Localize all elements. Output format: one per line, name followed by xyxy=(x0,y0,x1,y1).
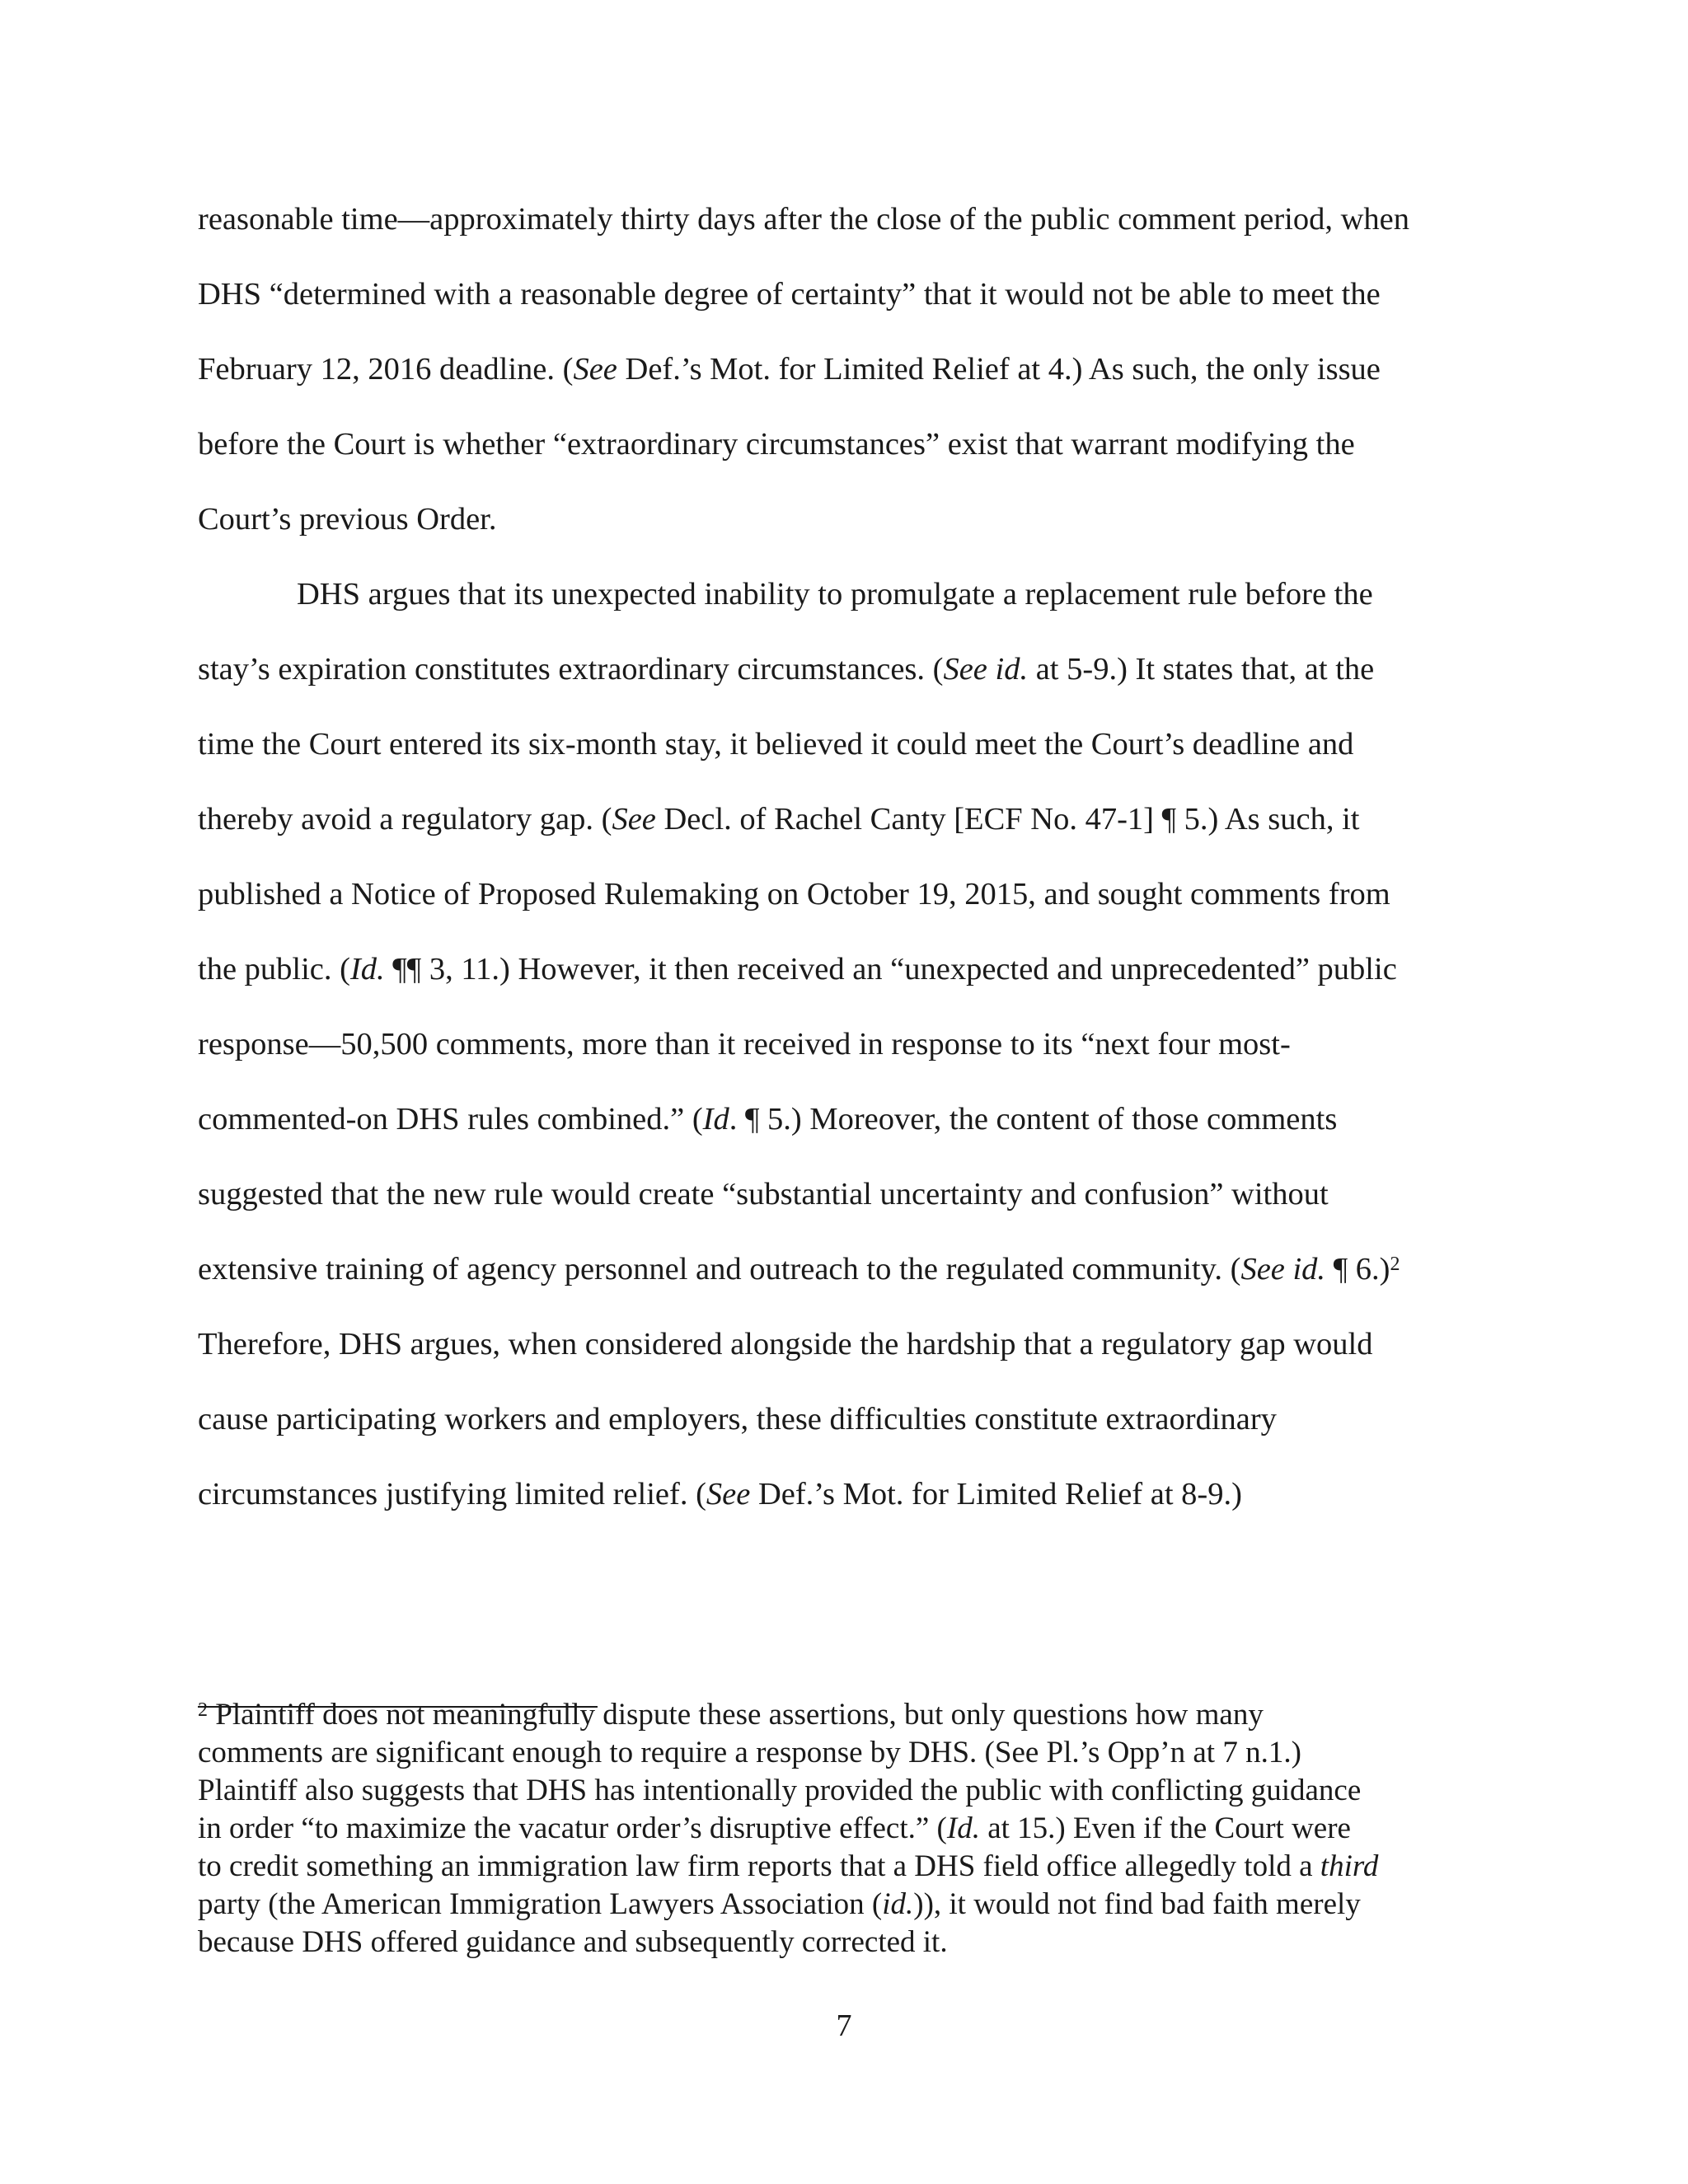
body-line: published a Notice of Proposed Rulemaking on October 19, 2015, and sought comments from xyxy=(198,877,1390,912)
footnote-line: to credit something an immigration law firm reports that a DHS field office allegedly told a third xyxy=(198,1849,1379,1883)
body-line: February 12, 2016 deadline. (See Def.’s Mot. for Limited Relief at 4.) As such, the only issue xyxy=(198,352,1381,387)
footnote-line: party (the American Immigration Lawyers Association (id.)), it would not find bad faith merely xyxy=(198,1887,1361,1921)
body-line: Court’s previous Order. xyxy=(198,502,497,537)
body-line: DHS argues that its unexpected inability to promulgate a replacement rule before the xyxy=(297,577,1373,612)
footnote-marker: 2 xyxy=(198,1699,208,1721)
body-line: DHS “determined with a reasonable degree of certainty” that it would not be able to meet the xyxy=(198,277,1381,312)
footnote-reference: 2 xyxy=(1390,1254,1400,1275)
body-line: stay’s expiration constitutes extraordinary circumstances. (See id. at 5-9.) It states that, at the xyxy=(198,652,1375,687)
body-line: response—50,500 comments, more than it received in response to its “next four most- xyxy=(198,1027,1291,1062)
body-line: circumstances justifying limited relief. (See Def.’s Mot. for Limited Relief at 8-9.) xyxy=(198,1477,1242,1511)
body-line: Therefore, DHS argues, when considered alongside the hardship that a regulatory gap would xyxy=(198,1327,1373,1361)
footnote-line: Plaintiff also suggests that DHS has intentionally provided the public with conflicting guidance xyxy=(198,1774,1362,1807)
footnote-line: because DHS offered guidance and subsequently corrected it. xyxy=(198,1925,948,1959)
body-line: commented-on DHS rules combined.” (Id. ¶ 5.) Moreover, the content of those comments xyxy=(198,1102,1338,1137)
footnote-line: $^2$ Plaintiff does not meaningfully dispute these assertions, but only questions how many xyxy=(198,1698,1264,1732)
body-line: thereby avoid a regulatory gap. (See Decl. of Rachel Canty [ECF No. 47-1] ¶ 5.) As such, it xyxy=(198,802,1360,837)
footnote-line: in order “to maximize the vacatur order’s disruptive effect.” (Id. at 15.) Even if the Court were xyxy=(198,1811,1351,1845)
body-line: before the Court is whether “extraordinary circumstances” exist that warrant modifying the xyxy=(198,427,1355,462)
footnote-line: comments are significant enough to require a response by DHS. (See Pl.’s Opp’n at 7 n.1.) xyxy=(198,1736,1301,1769)
body-line: the public. (Id. ¶¶ 3, 11.) However, it then received an “unexpected and unprecedented” public xyxy=(198,952,1397,987)
body-line: reasonable time—approximately thirty days after the close of the public comment period, when xyxy=(198,202,1410,237)
page-number: 7 xyxy=(836,2008,852,2043)
body-line: cause participating workers and employers, these difficulties constitute extraordinary xyxy=(198,1402,1277,1436)
body-line: extensive training of agency personnel and outreach to the regulated community. (See id. ¶ 6.)$^2$ xyxy=(198,1252,1400,1286)
body-line: time the Court entered its six-month stay, it believed it could meet the Court’s deadline and xyxy=(198,727,1354,762)
body-line: suggested that the new rule would create “substantial uncertainty and confusion” without xyxy=(198,1177,1329,1212)
